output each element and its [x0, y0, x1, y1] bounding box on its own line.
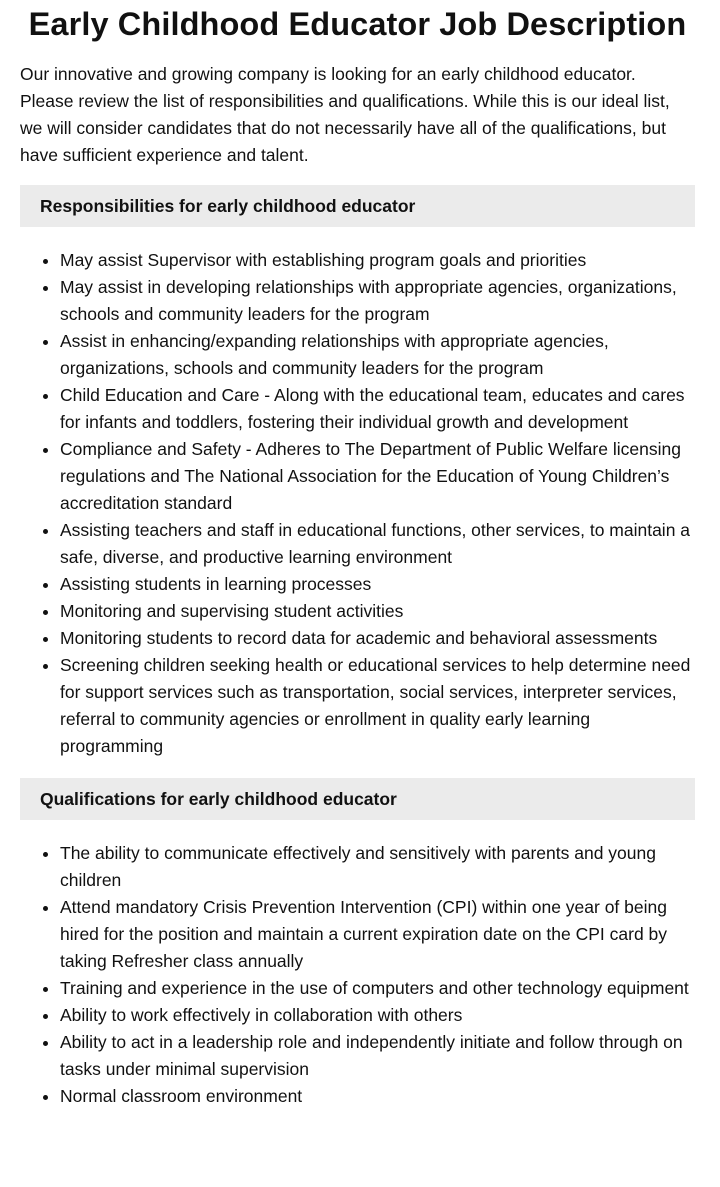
responsibilities-list: [20, 247, 695, 760]
responsibilities-heading: Responsibilities for early childhood educator: [20, 185, 695, 227]
list-item: • Compliance and Safety - Adheres to The Department of Public Welfare licensing regulations and The National Association for the Education of Young Children’s accreditation standard: [60, 436, 695, 517]
list-item: • Attend mandatory Crisis Prevention Intervention (CPI) within one year of being hired for the position and maintain a current expiration date on the CPI card by taking Refresher class annually: [60, 894, 695, 975]
list-item: • Child Education and Care - Along with the educational team, educates and cares for infants and toddlers, fostering their individual growth and development: [60, 382, 695, 436]
list-item: • Assist in enhancing/expanding relationships with appropriate agencies, organizations, schools and community leaders for the program: [60, 328, 695, 382]
list-item: • Screening children seeking health or educational services to help determine need for support services such as transportation, social services, interpreter services, referral to community agencies or enrollment in quality early learning programming: [60, 652, 695, 760]
list-item: • Normal classroom environment: [60, 1083, 695, 1110]
list-item: • Ability to act in a leadership role and independently initiate and follow through on tasks under minimal supervision: [60, 1029, 695, 1083]
list-item: • May assist Supervisor with establishing program goals and priorities: [60, 247, 695, 274]
list-item: • Monitoring and supervising student activities: [60, 598, 695, 625]
qualifications-heading: Qualifications for early childhood educator: [20, 778, 695, 820]
list-item: • Ability to work effectively in collaboration with others: [60, 1002, 695, 1029]
intro-paragraph: Our innovative and growing company is looking for an early childhood educator. Please review the list of responsibilities and qualifications. While this is our ideal list, we will consider candidates that do not necessarily have all of the qualifications, but have sufficient experience and talent.: [20, 64, 670, 165]
list-item: • May assist in developing relationships with appropriate agencies, organizations, schools and community leaders for the program: [60, 274, 695, 328]
list-item: • Assisting teachers and staff in educational functions, other services, to maintain a safe, diverse, and productive learning environment: [60, 517, 695, 571]
list-item: • Assisting students in learning processes: [60, 571, 695, 598]
list-item: • Training and experience in the use of computers and other technology equipment: [60, 975, 695, 1002]
list-item: • Monitoring students to record data for academic and behavioral assessments: [60, 625, 695, 652]
list-item: • The ability to communicate effectively and sensitively with parents and young children: [60, 840, 695, 894]
page-title: Early Childhood Educator Job Description: [28, 6, 687, 42]
qualifications-list: [20, 840, 695, 1110]
